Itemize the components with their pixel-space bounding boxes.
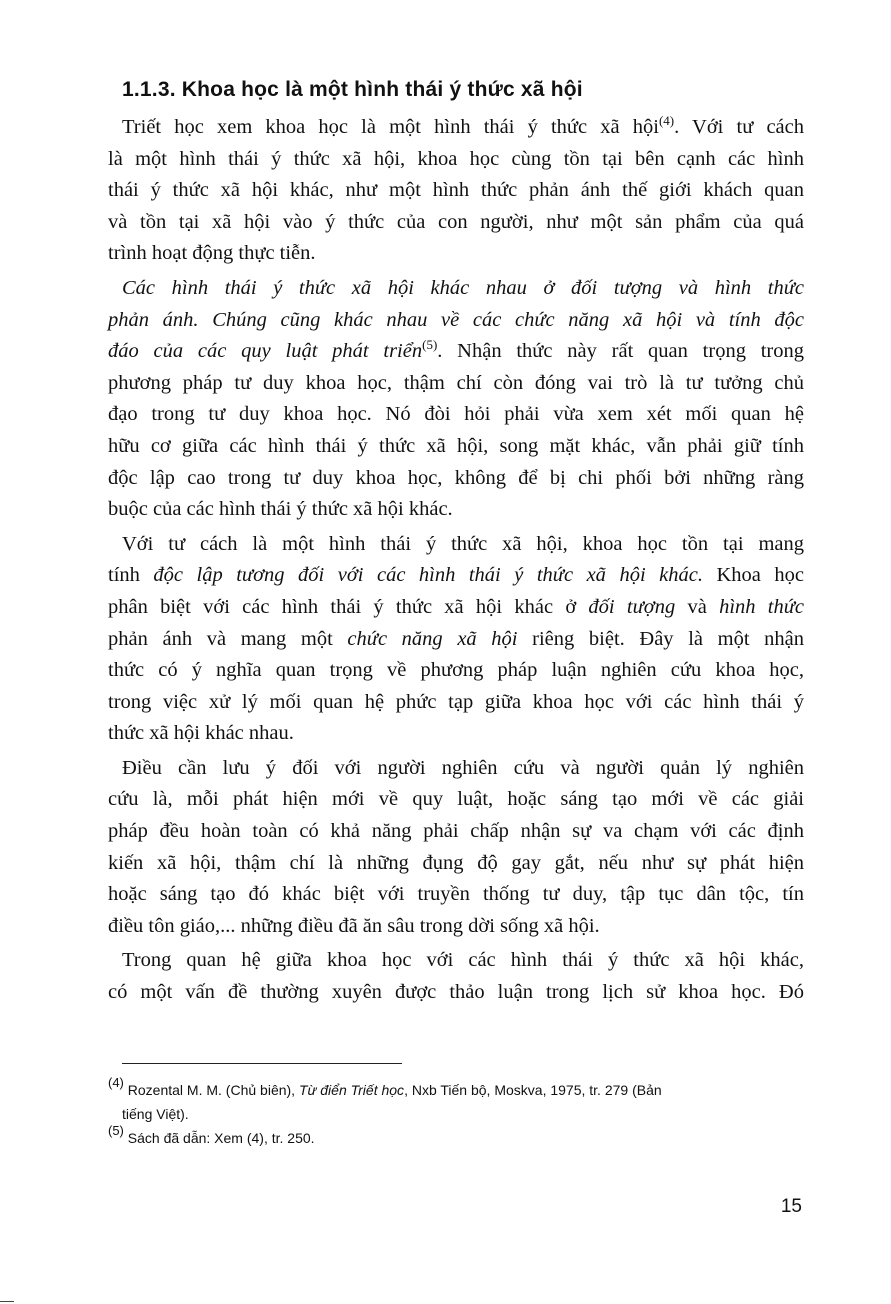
italic-text: đáo của các quy luật phát triển	[108, 340, 423, 363]
paragraph-2	[108, 273, 804, 526]
paragraph-4	[108, 753, 804, 943]
margin-mark	[0, 1301, 14, 1302]
footnote-mark: (5)	[108, 1123, 124, 1138]
text-line: hữu cơ giữa các hình thái ý thức xã hội, song mặt khác, vẫn phải giữ tính	[108, 434, 804, 457]
page-number: 15	[780, 1196, 802, 1217]
text: tính	[108, 564, 154, 587]
text: . Với tư cách	[674, 116, 805, 138]
text: , Nxb Tiến bộ, Moskva, 1975, tr. 279 (Bản	[404, 1082, 662, 1098]
italic-text: Các hình thái ý thức xã hội khác nhau ở đối tượng và hình thức	[122, 276, 804, 299]
text: Triết học xem khoa học là một hình thái ý thức xã hội	[122, 116, 659, 138]
text-line: Với tư cách là một hình thái ý thức xã hội, khoa học tồn tại mang	[122, 532, 804, 555]
text-line: Trong quan hệ giữa khoa học với các hình thái ý thức xã hội khác,	[122, 949, 804, 972]
italic-text: đối tượng	[588, 595, 676, 618]
footnote-mark: (4)	[108, 1075, 124, 1090]
footnotes	[108, 1075, 808, 1150]
text-line: pháp đều hoàn toàn có khả năng phải chấp nhận sự va chạm với các định	[108, 820, 804, 843]
paragraph-5	[108, 945, 804, 1008]
footnote-divider	[122, 1063, 402, 1064]
italic-text: chức năng xã hội	[347, 627, 518, 650]
italic-text: hình thức	[719, 595, 805, 618]
text-line: thái ý thức xã hội khác, như một hình thức phản ánh thế giới khách quan	[108, 179, 804, 202]
text-line: và tồn tại xã hội vào ý thức của con người, như một sản phẩm của quá	[108, 210, 804, 233]
text-line: kiến xã hội, thậm chí là những đụng độ gay gắt, nếu như sự phát hiện	[108, 851, 804, 874]
text-line: đạo trong tư duy khoa học. Nó đòi hỏi phải vừa xem xét mối quan hệ	[108, 403, 804, 426]
footnote-5	[108, 1123, 808, 1150]
text-line	[108, 273, 804, 305]
paragraph-3	[108, 529, 804, 750]
text: Rozental M. M. (Chủ biên),	[123, 1082, 299, 1098]
text: Khoa học	[702, 564, 804, 587]
italic-text: độc lập tương đối với các hình thái ý thức xã hội khác.	[153, 564, 703, 587]
text-line: hoặc sáng tạo đó khác biệt với truyền thống tư duy, tập tục dân tộc, tín	[108, 883, 804, 906]
text-line: độc lập cao trong tư duy khoa học, không để bị chi phối bởi những ràng	[108, 466, 804, 489]
text-line	[108, 624, 804, 656]
text: . Nhận thức này rất quan trọng trong	[437, 340, 805, 363]
text-line: thức có ý nghĩa quan trọng về phương pháp luận nghiên cứu khoa học,	[108, 659, 804, 682]
footnote-4	[108, 1075, 808, 1102]
text: phản ánh và mang một	[108, 627, 348, 650]
footnote-ref[interactable]: (5)	[422, 337, 438, 353]
text: riêng biệt. Đây là một nhận	[517, 627, 804, 650]
text-line	[108, 305, 804, 337]
text-line: trong việc xử lý mối quan hệ phức tạp giữa khoa học với các hình thái ý	[108, 690, 804, 713]
text-line	[108, 112, 804, 144]
text-line: trình hoạt động thực tiễn.	[108, 242, 316, 265]
text-line: cứu là, mỗi phát hiện mới về quy luật, hoặc sáng tạo mới về các giải	[108, 788, 804, 811]
footnote-4-continued: tiếng Việt).	[122, 1106, 189, 1122]
italic-text: Từ điển Triết học	[298, 1082, 405, 1098]
text: Sách đã dẫn: Xem (4), tr. 250.	[123, 1130, 315, 1146]
text: phân biệt với các hình thái ý thức xã hội khác ở	[108, 595, 589, 618]
text-line: là một hình thái ý thức xã hội, khoa học cùng tồn tại bên cạnh các hình	[108, 147, 804, 170]
page-body	[108, 78, 804, 1012]
italic-text: phản ánh. Chúng cũng khác nhau về các chức năng xã hội và tính độc	[108, 308, 804, 331]
text-line	[108, 592, 804, 624]
text: và	[675, 595, 720, 618]
text-line: thức xã hội khác nhau.	[108, 722, 294, 745]
text-line	[108, 560, 804, 592]
section-heading: 1.1.3. Khoa học là một hình thái ý thức xã hội	[122, 78, 583, 101]
paragraph-1	[108, 112, 804, 270]
text-line: phương pháp tư duy khoa học, thậm chí còn đóng vai trò là tư tưởng chủ	[108, 371, 804, 394]
text-line	[108, 336, 804, 368]
text-line: Điều cần lưu ý đối với người nghiên cứu và người quản lý nghiên	[122, 756, 804, 779]
text-line: điều tôn giáo,... những điều đã ăn sâu trong dời sống xã hội.	[108, 914, 600, 937]
text-line: có một vấn đề thường xuyên được thảo luận trong lịch sử khoa học. Đó	[108, 981, 804, 1004]
text-line: buộc của các hình thái ý thức xã hội khác.	[108, 498, 453, 521]
footnote-ref[interactable]: (4)	[658, 113, 675, 128]
